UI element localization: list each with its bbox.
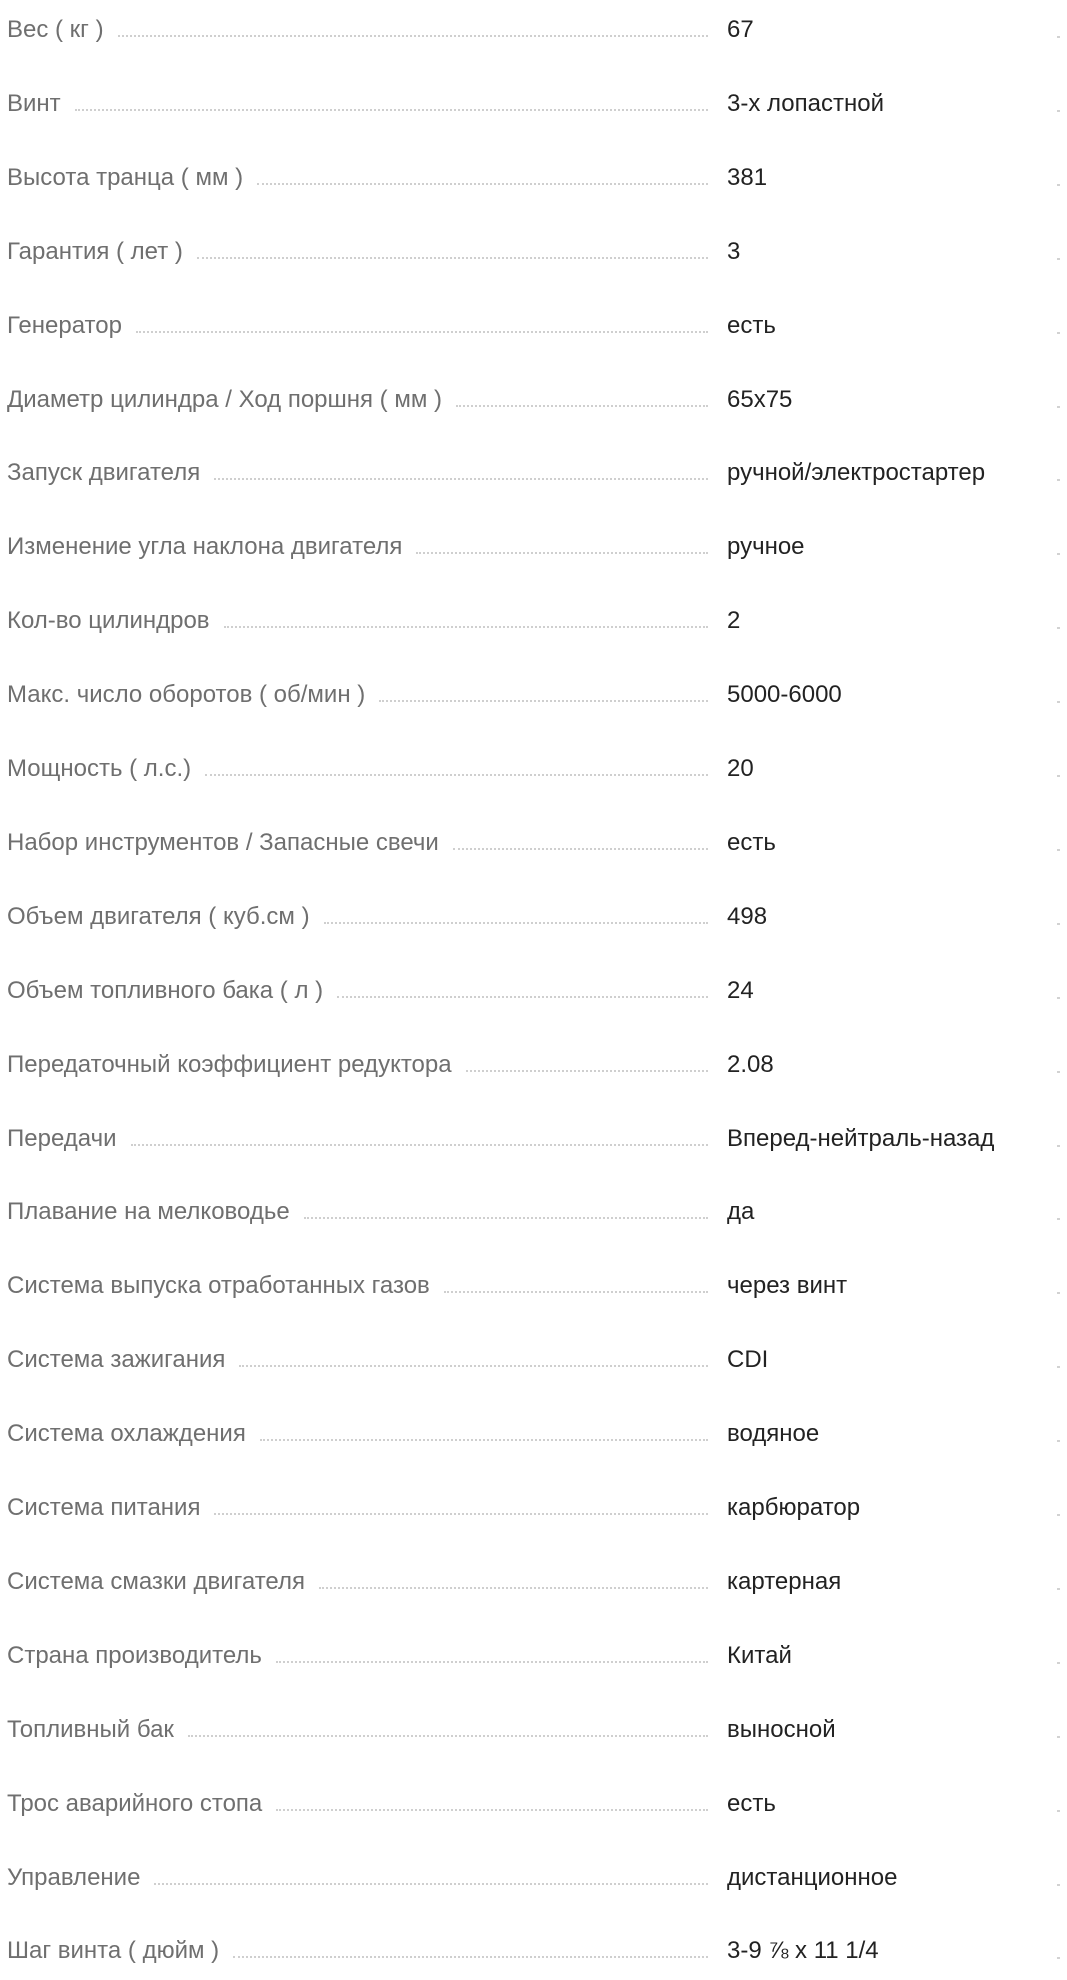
row-end-dot [1057, 997, 1060, 999]
spec-label-cell [7, 675, 708, 715]
spec-label-cell [7, 232, 708, 272]
spec-label: Объем двигателя ( куб.см ) [7, 903, 310, 930]
dotted-leader [233, 1956, 708, 1958]
row-end-dot [1057, 36, 1060, 38]
spec-label-cell [7, 1858, 708, 1898]
spec-row [0, 1119, 1067, 1159]
spec-label-cell [7, 1710, 708, 1750]
spec-row [0, 1784, 1067, 1824]
spec-label: Топливный бак [7, 1716, 174, 1743]
row-end-dot [1057, 1440, 1060, 1442]
dotted-leader [118, 35, 708, 37]
row-end-dot [1057, 1662, 1060, 1664]
spec-label-cell [7, 1931, 708, 1971]
spec-label: Передаточный коэффициент редуктора [7, 1051, 452, 1078]
spec-label: Система зажигания [7, 1346, 226, 1373]
spec-label-cell [7, 823, 708, 863]
row-end-dot [1057, 110, 1060, 112]
dotted-leader [214, 478, 708, 480]
spec-label-cell [7, 1488, 708, 1528]
spec-row [0, 675, 1067, 715]
spec-label-cell [7, 1636, 708, 1676]
spec-label: Система смазки двигателя [7, 1568, 305, 1595]
dotted-leader [324, 922, 708, 924]
dotted-leader [337, 996, 708, 998]
spec-label-cell [7, 10, 708, 50]
dotted-leader [304, 1217, 708, 1219]
dotted-leader [75, 109, 708, 111]
spec-value: 3-х лопастной [727, 90, 884, 117]
spec-value: есть [727, 1790, 776, 1817]
spec-label-cell [7, 1045, 708, 1085]
spec-label: Трос аварийного стопа [7, 1790, 263, 1817]
dotted-leader [379, 700, 708, 702]
spec-value: Китай [727, 1642, 792, 1669]
spec-label: Кол-во цилиндров [7, 607, 210, 634]
spec-row [0, 749, 1067, 789]
spec-label: Система выпуска отработанных газов [7, 1272, 430, 1299]
spec-label-cell [7, 158, 708, 198]
spec-label-cell [7, 1192, 708, 1232]
spec-row [0, 10, 1067, 50]
spec-row [0, 1045, 1067, 1085]
spec-value: карбюратор [727, 1494, 861, 1521]
spec-row [0, 1710, 1067, 1750]
spec-value: 3 [727, 238, 741, 265]
row-end-dot [1057, 849, 1060, 851]
spec-row [0, 527, 1067, 567]
spec-value: 2 [727, 607, 741, 634]
spec-row [0, 380, 1067, 420]
spec-label: Плавание на мелководье [7, 1198, 290, 1225]
row-end-dot [1057, 1145, 1060, 1147]
spec-row [0, 971, 1067, 1011]
row-end-dot [1057, 1884, 1060, 1886]
spec-row [0, 1858, 1067, 1898]
row-end-dot [1057, 1514, 1060, 1516]
spec-row [0, 158, 1067, 198]
spec-label: Изменение угла наклона двигателя [7, 533, 403, 560]
row-end-dot [1057, 1810, 1060, 1812]
spec-value: ручное [727, 533, 805, 560]
spec-row [0, 1636, 1067, 1676]
spec-label: Передачи [7, 1125, 117, 1152]
spec-label: Система охлаждения [7, 1420, 246, 1447]
dotted-leader [260, 1439, 708, 1441]
spec-row [0, 1340, 1067, 1380]
spec-label-cell [7, 1340, 708, 1380]
spec-label-cell [7, 1266, 708, 1306]
spec-value: 381 [727, 164, 768, 191]
spec-row [0, 84, 1067, 124]
spec-label-cell [7, 1414, 708, 1454]
spec-label: Высота транца ( мм ) [7, 164, 244, 191]
spec-value: 498 [727, 903, 768, 930]
spec-value: 5000-6000 [727, 681, 842, 708]
row-end-dot [1057, 1292, 1060, 1294]
spec-value: через винт [727, 1272, 848, 1299]
spec-row [0, 453, 1067, 493]
spec-label: Гарантия ( лет ) [7, 238, 183, 265]
spec-value: есть [727, 829, 776, 856]
dotted-leader [224, 626, 708, 628]
spec-row [0, 232, 1067, 272]
dotted-leader [188, 1735, 708, 1737]
dotted-leader [276, 1661, 708, 1663]
spec-label-cell [7, 749, 708, 789]
dotted-leader [136, 331, 708, 333]
spec-label-cell [7, 601, 708, 641]
spec-value: Вперед-нейтраль-назад [727, 1125, 995, 1152]
dotted-leader [154, 1883, 708, 1885]
dotted-leader [466, 1070, 708, 1072]
spec-value: водяное [727, 1420, 820, 1447]
spec-value: 65x75 [727, 386, 793, 413]
spec-label: Страна производитель [7, 1642, 262, 1669]
dotted-leader [257, 183, 708, 185]
dotted-leader [444, 1291, 708, 1293]
spec-value: есть [727, 312, 776, 339]
spec-label: Винт [7, 90, 61, 117]
spec-row [0, 1562, 1067, 1602]
row-end-dot [1057, 184, 1060, 186]
spec-label-cell [7, 897, 708, 937]
dotted-leader [456, 405, 708, 407]
row-end-dot [1057, 332, 1060, 334]
spec-label: Запуск двигателя [7, 459, 201, 486]
dotted-leader [319, 1587, 708, 1589]
spec-row [0, 1488, 1067, 1528]
row-end-dot [1057, 1957, 1060, 1959]
spec-row [0, 1266, 1067, 1306]
spec-value: дистанционное [727, 1864, 898, 1891]
spec-value: 67 [727, 16, 754, 43]
row-end-dot [1057, 553, 1060, 555]
spec-label: Макс. число оборотов ( об/мин ) [7, 681, 366, 708]
spec-label-cell [7, 84, 708, 124]
dotted-leader [131, 1144, 709, 1146]
spec-value: 2.08 [727, 1051, 774, 1078]
row-end-dot [1057, 775, 1060, 777]
row-end-dot [1057, 258, 1060, 260]
spec-label-cell [7, 1119, 708, 1159]
spec-value: 24 [727, 977, 754, 1004]
spec-label-cell [7, 971, 708, 1011]
spec-label: Мощность ( л.с.) [7, 755, 192, 782]
spec-row [0, 1931, 1067, 1971]
spec-row [0, 306, 1067, 346]
spec-value: ручной/электростартер [727, 459, 986, 486]
spec-value: CDI [727, 1346, 769, 1373]
spec-label-cell [7, 306, 708, 346]
dotted-leader [214, 1513, 708, 1515]
spec-row [0, 1192, 1067, 1232]
dotted-leader [453, 848, 708, 850]
spec-label: Генератор [7, 312, 122, 339]
spec-value: да [727, 1198, 755, 1225]
spec-row [0, 823, 1067, 863]
spec-label-cell [7, 453, 708, 493]
row-end-dot [1057, 701, 1060, 703]
row-end-dot [1057, 406, 1060, 408]
spec-label: Система питания [7, 1494, 201, 1521]
row-end-dot [1057, 1366, 1060, 1368]
spec-label-cell [7, 380, 708, 420]
spec-label-cell [7, 1562, 708, 1602]
spec-label: Диаметр цилиндра / Ход поршня ( мм ) [7, 386, 442, 413]
spec-row [0, 1414, 1067, 1454]
spec-label-cell [7, 527, 708, 567]
row-end-dot [1057, 1736, 1060, 1738]
dotted-leader [416, 552, 708, 554]
row-end-dot [1057, 627, 1060, 629]
spec-label: Набор инструментов / Запасные свечи [7, 829, 439, 856]
spec-value: 20 [727, 755, 754, 782]
spec-row [0, 601, 1067, 641]
spec-value: картерная [727, 1568, 842, 1595]
spec-row [0, 897, 1067, 937]
spec-label: Вес ( кг ) [7, 16, 104, 43]
spec-label: Шаг винта ( дюйм ) [7, 1937, 220, 1964]
row-end-dot [1057, 1218, 1060, 1220]
spec-value: 3-9 ⅞ x 11 1/4 [727, 1937, 879, 1964]
row-end-dot [1057, 1071, 1060, 1073]
dotted-leader [239, 1365, 708, 1367]
row-end-dot [1057, 923, 1060, 925]
dotted-leader [197, 257, 708, 259]
spec-label-cell [7, 1784, 708, 1824]
row-end-dot [1057, 1588, 1060, 1590]
spec-value: выносной [727, 1716, 836, 1743]
row-end-dot [1057, 479, 1060, 481]
spec-label: Управление [7, 1864, 141, 1891]
dotted-leader [276, 1809, 708, 1811]
spec-label: Объем топливного бака ( л ) [7, 977, 324, 1004]
dotted-leader [205, 774, 708, 776]
